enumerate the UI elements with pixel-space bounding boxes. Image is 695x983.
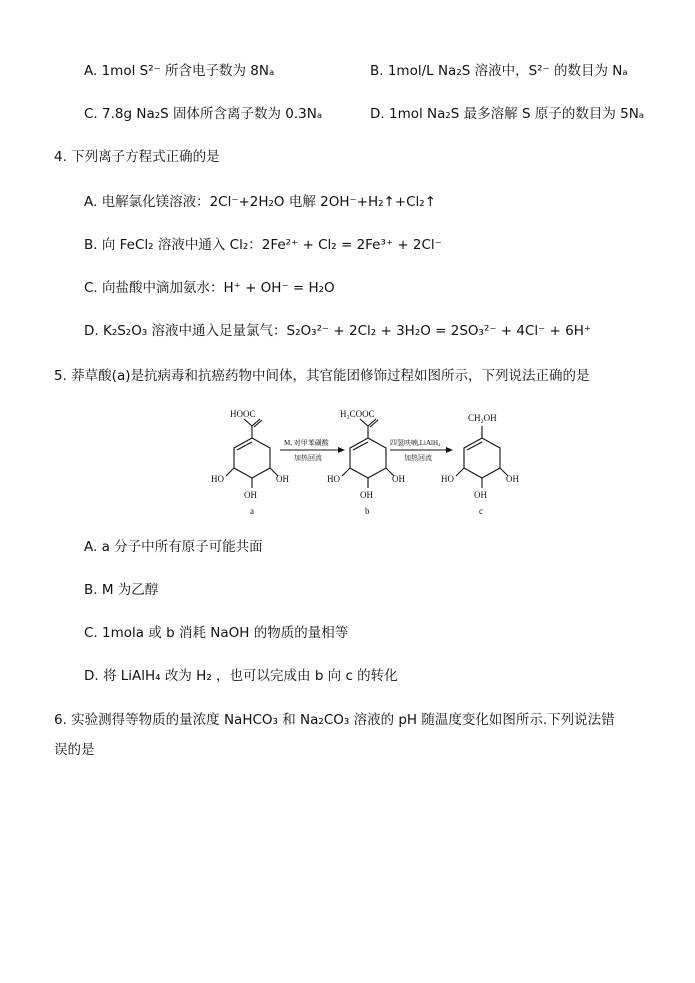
q4-stem: 4. 下列离子方程式正确的是 xyxy=(54,149,220,165)
b-top-group: H₃COOC xyxy=(340,409,375,419)
q4-option-a: A. 电解氯化镁溶液：2Cl⁻+2H₂O 电解 2OH⁻+H₂↑+Cl₂↑ xyxy=(84,194,437,210)
c-oh-right: OH xyxy=(506,474,519,484)
arrow1-condition-top: M, 对甲苯磺酸 xyxy=(284,439,329,447)
q6-stem-line2: 误的是 xyxy=(54,742,95,758)
a-ho-left: HO xyxy=(211,474,224,484)
q6-stem-line1: 6. 实验测得等物质的量浓度 NaHCO₃ 和 Na₂CO₃ 溶液的 pH 随温度变化如图所示.下列说法错 xyxy=(54,712,615,728)
q4-option-c: C. 向盐酸中滴加氨水：H⁺ + OH⁻ = H₂O xyxy=(84,280,335,296)
a-top-group: HOOC xyxy=(230,409,256,419)
q3-option-c: C. 7.8g Na₂S 固体所含离子数为 0.3Nₐ xyxy=(84,106,323,122)
c-ho-left: HO xyxy=(441,474,454,484)
arrow2-condition-top: 四氢呋喃,LiAlH₄ xyxy=(390,439,441,447)
label-b: b xyxy=(365,506,370,516)
arrow2-condition-bottom: 加热回流 xyxy=(404,454,432,462)
q5-option-b: B. M 为乙醇 xyxy=(84,582,159,598)
ring-a xyxy=(234,438,270,478)
q3-option-d: D. 1mol Na₂S 最多溶解 S 原子的数目为 5Nₐ xyxy=(370,106,645,122)
arrow1-condition-bottom: 加热回流 xyxy=(294,454,322,462)
c-top-group: CH₂OH xyxy=(468,413,497,423)
q5-stem: 5. 莽草酸(a)是抗病毒和抗癌药物中间体，其官能团修饰过程如图所示，下列说法正确的是 xyxy=(54,368,590,384)
ring-c xyxy=(464,438,500,478)
q3-option-a: A. 1mol S²⁻ 所含电子数为 8Nₐ xyxy=(84,63,275,79)
reaction-scheme xyxy=(200,402,540,520)
b-oh-bottom: OH xyxy=(360,490,373,500)
q5-option-c: C. 1mola 或 b 消耗 NaOH 的物质的量相等 xyxy=(84,625,349,641)
a-oh-bottom: OH xyxy=(244,490,257,500)
label-a: a xyxy=(250,506,254,516)
q5-option-d: D. 将 LiAlH₄ 改为 H₂ ，也可以完成由 b 向 c 的转化 xyxy=(84,668,398,684)
q4-option-b: B. 向 FeCl₂ 溶液中通入 Cl₂：2Fe²⁺ + Cl₂ = 2Fe³⁺ + 2Cl⁻ xyxy=(84,237,442,253)
q3-option-b: B. 1mol/L Na₂S 溶液中，S²⁻ 的数目为 Nₐ xyxy=(370,63,628,79)
a-oh-right: OH xyxy=(276,474,289,484)
b-ho-left: HO xyxy=(327,474,340,484)
q4-option-d: D. K₂S₂O₃ 溶液中通入足量氯气：S₂O₃²⁻ + 2Cl₂ + 3H₂O = 2SO₃²⁻ + 4Cl⁻ + 6H⁺ xyxy=(84,323,592,339)
label-c: c xyxy=(479,506,483,516)
b-oh-right: OH xyxy=(392,474,405,484)
c-oh-bottom: OH xyxy=(474,490,487,500)
ring-b xyxy=(350,438,386,478)
q5-option-a: A. a 分子中所有原子可能共面 xyxy=(84,539,263,555)
